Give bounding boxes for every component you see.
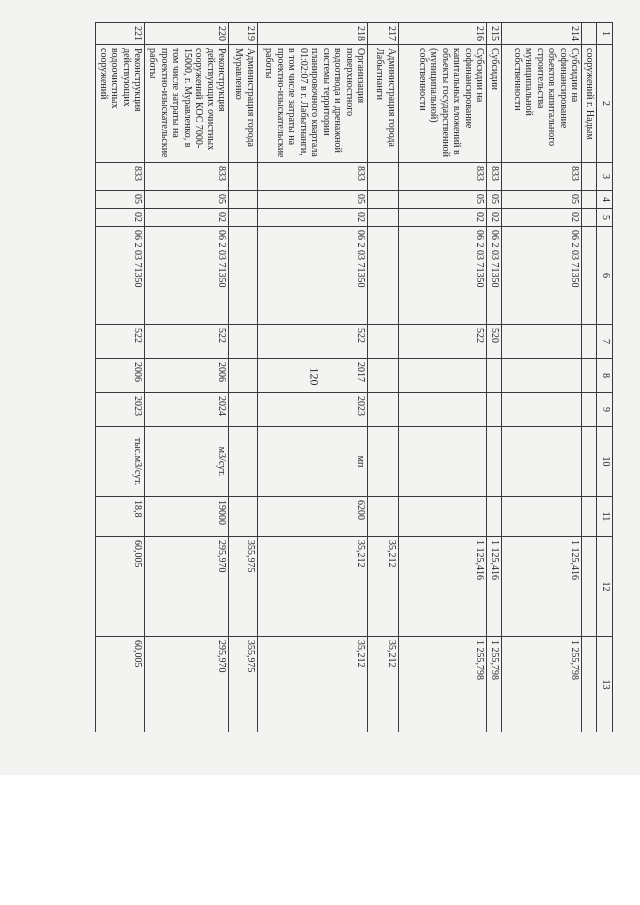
table-cell: Субсидии на софинансирование капитальных вложений в объекты государственной (муниципальной) собственности — [398, 45, 487, 163]
table-cell: Администрация города Лабытнанги — [368, 45, 398, 163]
table-cell: мп — [257, 427, 368, 497]
table-cell: 35,212 — [368, 637, 398, 733]
table-row — [257, 23, 368, 733]
table-cell: 02 — [398, 209, 487, 227]
table-cell — [368, 359, 398, 393]
table-cell — [582, 427, 597, 497]
table-cell: 05 — [257, 191, 368, 209]
table-cell — [487, 497, 502, 537]
table-cell: 833 — [398, 163, 487, 191]
table-cell: 295,970 — [145, 537, 229, 637]
table-cell: 355,975 — [229, 537, 257, 637]
table-cell: 02 — [96, 209, 145, 227]
table-cell: 833 — [501, 163, 582, 191]
table-cell: 05 — [501, 191, 582, 209]
table-cell: 2023 — [96, 393, 145, 427]
table-cell — [229, 209, 257, 227]
table-cell — [582, 359, 597, 393]
table-cell: Реконструкция действующих водоочистных сооружений — [96, 45, 145, 163]
table-cell: 217 — [368, 23, 398, 45]
table-cell: 833 — [96, 163, 145, 191]
table-cell: 06 2 03 71350 — [398, 227, 487, 325]
table-row — [145, 23, 229, 733]
table-container — [95, 22, 613, 732]
table-cell: Администрация города Муравленко — [229, 45, 257, 163]
table-cell — [582, 163, 597, 191]
table-cell: 6200 — [257, 497, 368, 537]
table-row — [487, 23, 502, 733]
table-cell: 2006 — [145, 359, 229, 393]
table-cell: 355,975 — [229, 637, 257, 733]
table-cell: 05 — [487, 191, 502, 209]
table-cell: 35,212 — [257, 537, 368, 637]
table-cell: 06 2 03 71350 — [145, 227, 229, 325]
table-cell — [368, 209, 398, 227]
table-cell: 220 — [145, 23, 229, 45]
table-cell — [582, 637, 597, 733]
column-header: 10 — [597, 427, 613, 497]
table-cell: 2017 — [257, 359, 368, 393]
table-cell: 522 — [145, 325, 229, 359]
table-cell: 833 — [145, 163, 229, 191]
column-header: 3 — [597, 163, 613, 191]
column-header: 9 — [597, 393, 613, 427]
table-cell — [229, 163, 257, 191]
table-cell: 2024 — [145, 393, 229, 427]
table-cell — [582, 191, 597, 209]
table-cell — [368, 227, 398, 325]
table-row — [582, 23, 597, 733]
table-cell: сооружений г. Надым — [582, 45, 597, 163]
table-cell — [398, 427, 487, 497]
table-cell: 05 — [398, 191, 487, 209]
table-cell — [368, 325, 398, 359]
budget-table — [95, 22, 613, 732]
table-row — [229, 23, 257, 733]
table-cell — [368, 393, 398, 427]
table-row — [96, 23, 145, 733]
table-row — [398, 23, 487, 733]
table-cell — [501, 393, 582, 427]
table-cell — [582, 227, 597, 325]
table-cell: 06 2 03 71350 — [487, 227, 502, 325]
table-cell: 1 255,798 — [501, 637, 582, 733]
table-cell — [582, 497, 597, 537]
table-cell: 214 — [501, 23, 582, 45]
column-header: 13 — [597, 637, 613, 733]
table-cell — [229, 359, 257, 393]
table-cell — [398, 497, 487, 537]
table-cell: 520 — [487, 325, 502, 359]
table-row — [501, 23, 582, 733]
table-cell: 05 — [145, 191, 229, 209]
table-cell: 522 — [96, 325, 145, 359]
table-cell — [229, 427, 257, 497]
table-cell — [398, 393, 487, 427]
table-cell — [229, 393, 257, 427]
table-cell — [487, 427, 502, 497]
table-cell: 19000 — [145, 497, 229, 537]
table-cell: 218 — [257, 23, 368, 45]
table-cell — [398, 359, 487, 393]
column-header: 2 — [597, 45, 613, 163]
table-cell: 06 2 03 71350 — [257, 227, 368, 325]
table-cell — [229, 325, 257, 359]
table-cell: 18,8 — [96, 497, 145, 537]
page-number: 120 — [307, 367, 322, 386]
table-cell: 1 255,798 — [398, 637, 487, 733]
table-cell: 1 125,416 — [398, 537, 487, 637]
table-cell: 833 — [487, 163, 502, 191]
table-cell — [582, 23, 597, 45]
table-cell: Реконструкция действующих очистных сооружений КОС 7000-15000, г. Муравленко, в том числе затраты на проектно-изыскательские работы — [145, 45, 229, 163]
column-header: 4 — [597, 191, 613, 209]
table-cell — [229, 227, 257, 325]
table-cell: 295,970 — [145, 637, 229, 733]
table-cell: 1 255,798 — [487, 637, 502, 733]
table-cell — [368, 163, 398, 191]
table-cell: 05 — [96, 191, 145, 209]
table-cell: 215 — [487, 23, 502, 45]
column-header: 7 — [597, 325, 613, 359]
table-cell: 2023 — [257, 393, 368, 427]
table-cell — [501, 497, 582, 537]
table-cell: 35,212 — [257, 637, 368, 733]
table-cell — [368, 191, 398, 209]
table-cell: 02 — [145, 209, 229, 227]
table-cell: тыс.м3/сут. — [96, 427, 145, 497]
table-cell — [582, 325, 597, 359]
table-cell — [501, 325, 582, 359]
table-cell: Субсидии на софинансирование объектов капитального строительства муниципальной собственности — [501, 45, 582, 163]
table-cell — [487, 359, 502, 393]
table-cell: 02 — [501, 209, 582, 227]
column-header: 11 — [597, 497, 613, 537]
column-header: 5 — [597, 209, 613, 227]
table-cell: 06 2 03 71350 — [96, 227, 145, 325]
table-cell: Субсидии — [487, 45, 502, 163]
table-cell: м3/сут. — [145, 427, 229, 497]
table-row — [368, 23, 398, 733]
table-cell: 833 — [257, 163, 368, 191]
table-cell: 02 — [487, 209, 502, 227]
table-cell: 522 — [257, 325, 368, 359]
table-cell: 35,212 — [368, 537, 398, 637]
table-cell: 2006 — [96, 359, 145, 393]
column-header: 6 — [597, 227, 613, 325]
column-header: 1 — [597, 23, 613, 45]
table-cell: 1 125,416 — [487, 537, 502, 637]
table-cell — [582, 209, 597, 227]
table-cell: 522 — [398, 325, 487, 359]
table-cell — [229, 497, 257, 537]
table-cell — [229, 191, 257, 209]
column-header: 8 — [597, 359, 613, 393]
column-header: 12 — [597, 537, 613, 637]
table-cell: 219 — [229, 23, 257, 45]
table-cell: Организация поверхностного водоотвода и дренажной системы территории планировочного квартала 01:02:07 в г. Лабытнанги, в том числе затраты на проектно-изыскательские работы — [257, 45, 368, 163]
table-cell — [582, 393, 597, 427]
table-cell: 60,005 — [96, 537, 145, 637]
header-row — [597, 23, 613, 733]
table-cell — [501, 359, 582, 393]
table-cell: 02 — [257, 209, 368, 227]
table-cell — [582, 537, 597, 637]
table-cell: 221 — [96, 23, 145, 45]
table-cell: 1 125,416 — [501, 537, 582, 637]
table-cell: 216 — [398, 23, 487, 45]
table-cell — [487, 393, 502, 427]
table-cell: 06 2 03 71350 — [501, 227, 582, 325]
table-cell — [368, 497, 398, 537]
table-cell — [501, 427, 582, 497]
table-cell — [368, 427, 398, 497]
table-cell: 60,005 — [96, 637, 145, 733]
